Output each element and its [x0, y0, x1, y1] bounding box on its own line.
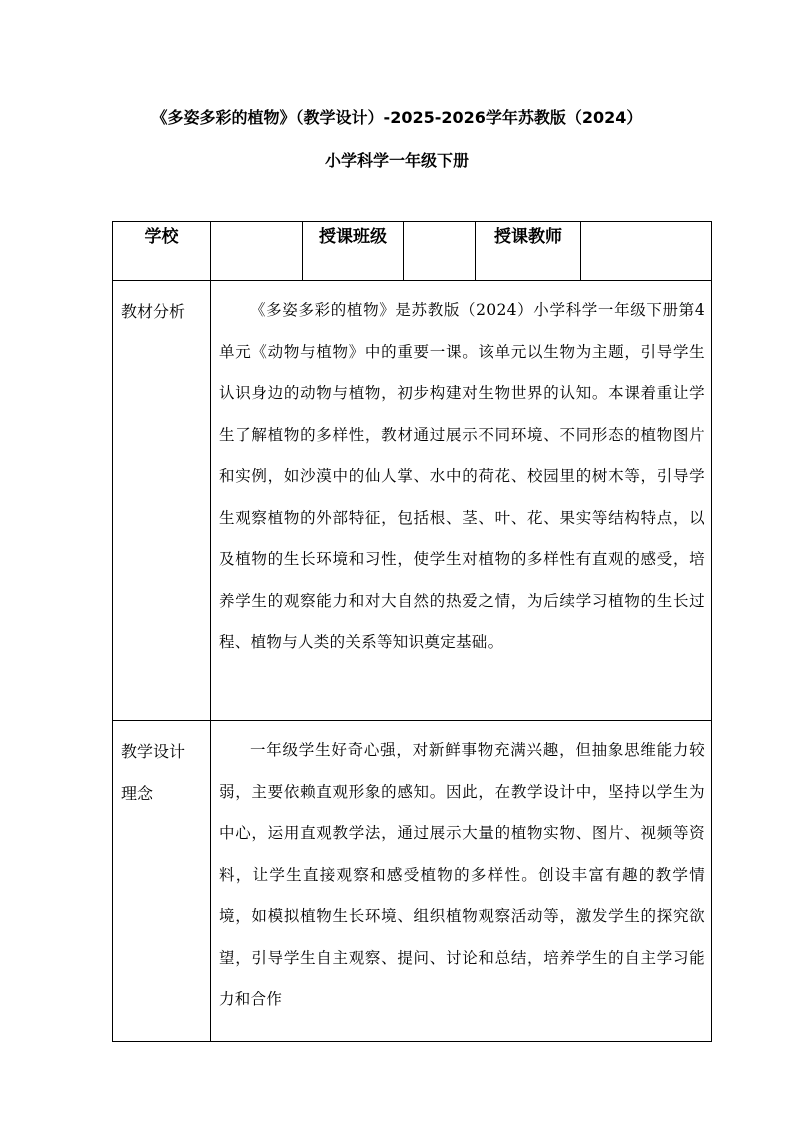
school-value: [211, 222, 303, 281]
document-title: 《多姿多彩的植物》（教学设计）-2025-2026学年苏教版（2024）: [151, 108, 643, 127]
concept-text: 一年级学生好奇心强，对新鲜事物充满兴趣，但抽象思维能力较弱，主要依赖直观形象的感知。因此，在教学设计中，坚持以学生为中心，运用直观教学法，通过展示大量的植物实物、图片、视频等资料，让学生直接观察和感受植物的多样性。创设丰富有趣的教学情境，如模拟植物生长环境、组织植物观察活动等，激发学生的探究欲望，引导学生自主观察、提问、讨论和总结，培养学生的自主学习能力和合作: [211, 721, 712, 1042]
concept-row: [113, 721, 712, 1042]
concept-label-line1: 教学设计: [121, 742, 186, 761]
lesson-plan-table: [112, 221, 712, 1042]
school-label: 学校: [113, 222, 211, 281]
document-subtitle: 小学科学一年级下册: [324, 151, 469, 170]
analysis-label-text: 教材分析: [121, 302, 186, 321]
analysis-label: [113, 281, 211, 721]
concept-label-line2: 理念: [121, 784, 154, 803]
header-row: [113, 222, 712, 281]
class-value: [404, 222, 476, 281]
teacher-value: [581, 222, 712, 281]
concept-label: [113, 721, 211, 1042]
analysis-text: 《多姿多彩的植物》是苏教版（2024）小学科学一年级下册第4单元《动物与植物》中的重要一课。该单元以生物为主题，引导学生认识身边的动物与植物，初步构建对生物世界的认知。本课着重让学生了解植物的多样性，教材通过展示不同环境、不同形态的植物图片和实例，如沙漠中的仙人掌、水中的荷花、校园里的树木等，引导学生观察植物的外部特征，包括根、茎、叶、花、果实等结构特点，以及植物的生长环境和习性，使学生对植物的多样性有直观的感受，培养学生的观察能力和对大自然的热爱之情，为后续学习植物的生长过程、植物与人类的关系等知识奠定基础。: [211, 281, 712, 721]
teacher-label: 授课教师: [476, 222, 581, 281]
analysis-row: [113, 281, 712, 721]
class-label: 授课班级: [303, 222, 404, 281]
